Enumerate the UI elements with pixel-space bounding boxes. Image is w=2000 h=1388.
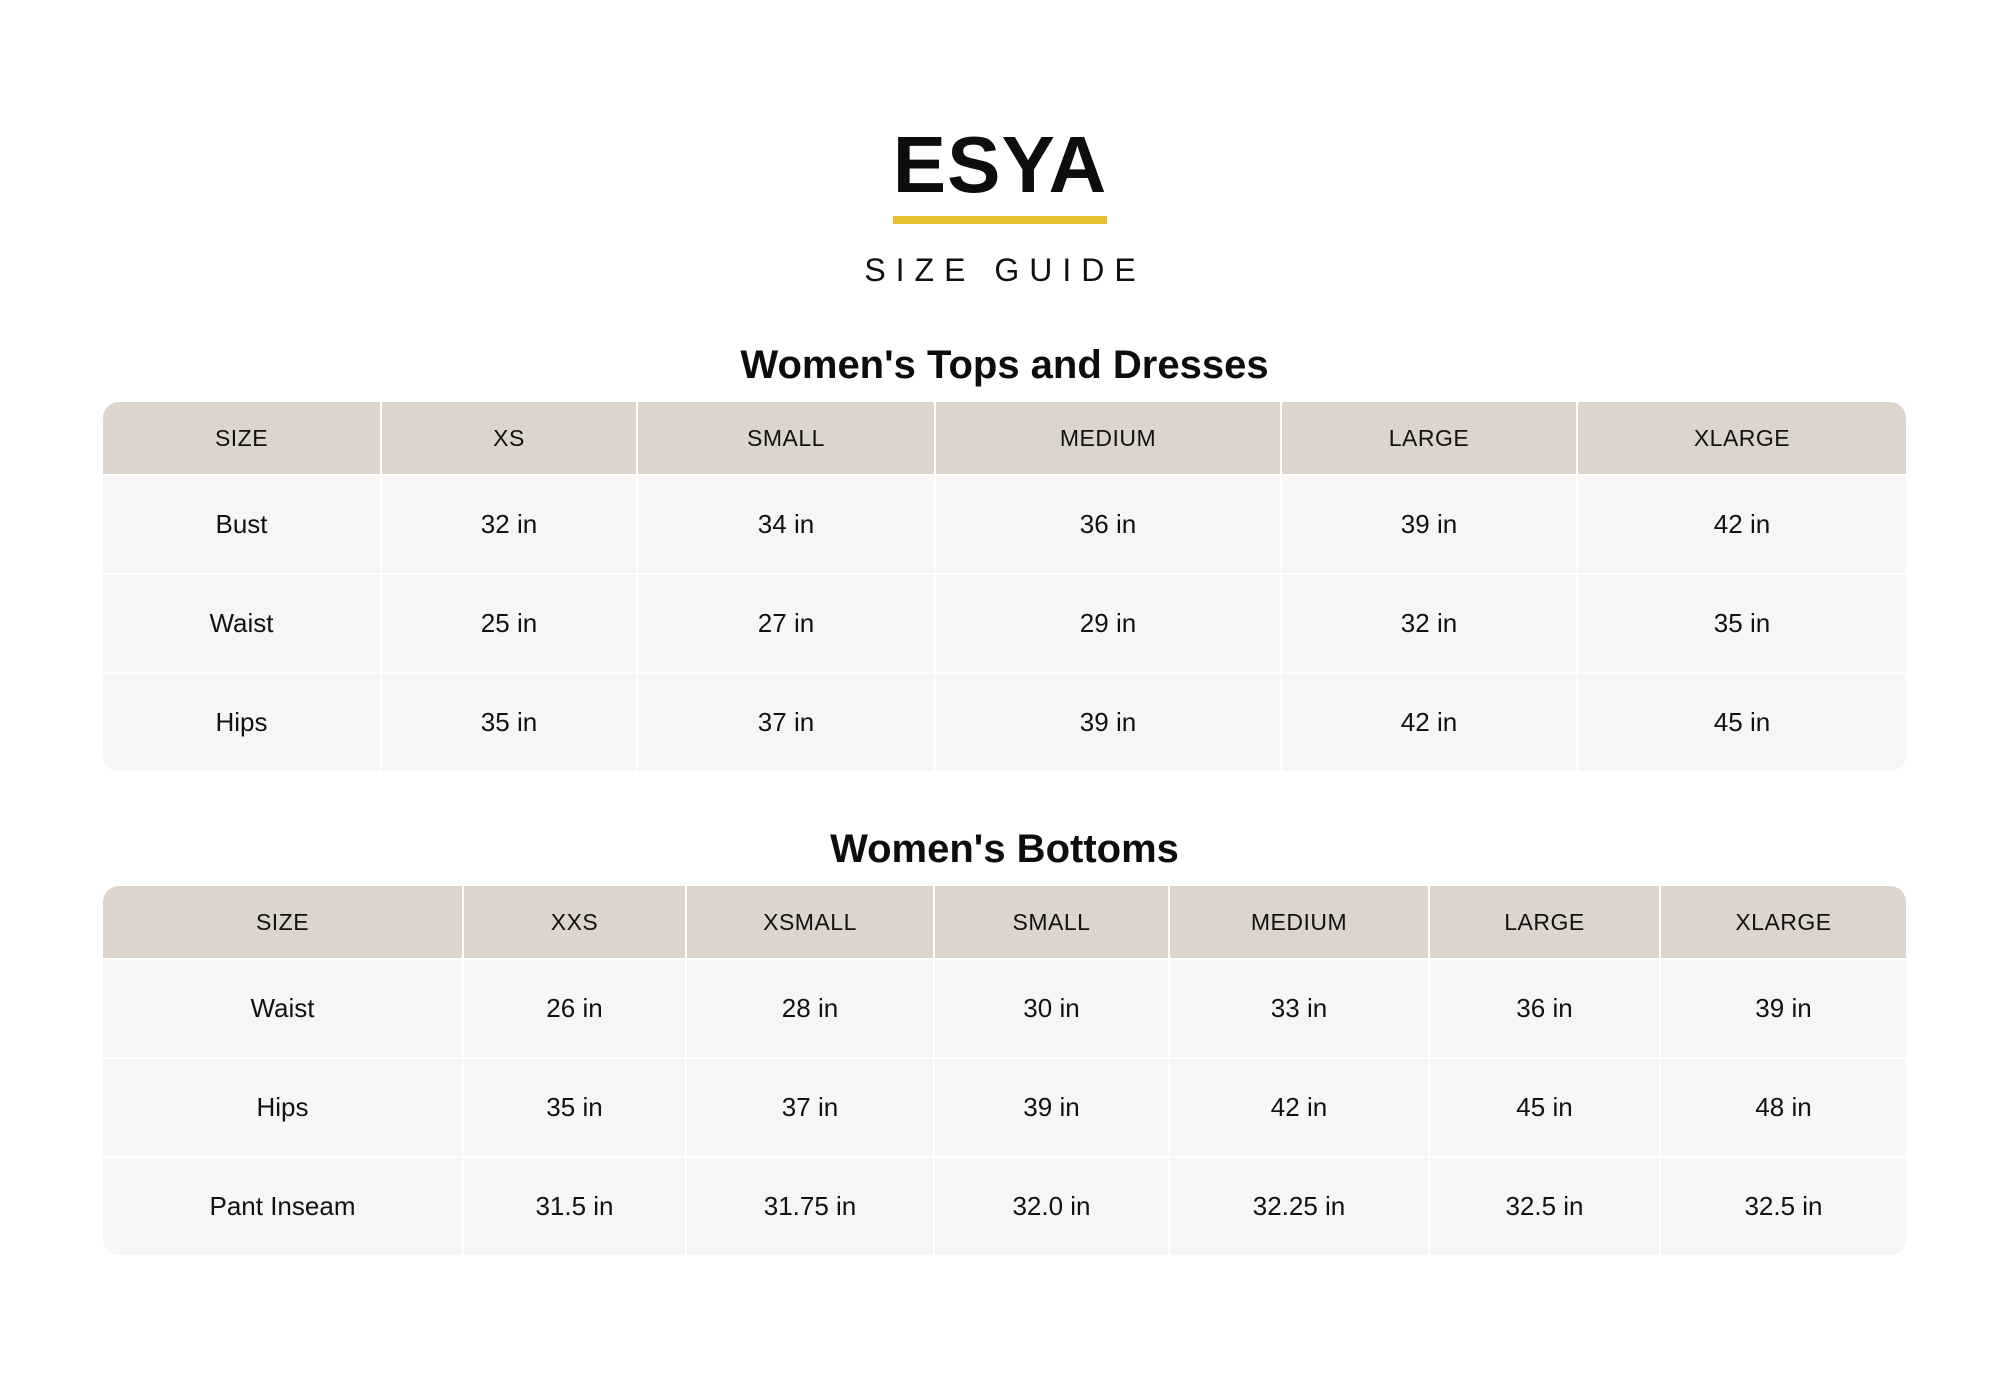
table-cell: 26 in (464, 958, 687, 1057)
table-cell: 31.5 in (464, 1156, 687, 1255)
table-cell: 27 in (638, 573, 936, 672)
table-cell: 32.0 in (935, 1156, 1170, 1255)
header-cell: SIZE (103, 402, 382, 474)
header-cell: LARGE (1282, 402, 1578, 474)
table-cell: 29 in (936, 573, 1282, 672)
table-cell: 42 in (1170, 1057, 1430, 1156)
row-label: Hips (103, 1057, 464, 1156)
table-cell: 42 in (1282, 672, 1578, 771)
tops-size-table (103, 402, 1906, 771)
table-cell: 42 in (1578, 474, 1906, 573)
table-cell: 35 in (464, 1057, 687, 1156)
bottoms-section (103, 826, 1906, 1255)
header-cell: SMALL (638, 402, 936, 474)
table-cell: 32 in (1282, 573, 1578, 672)
table-cell: 35 in (1578, 573, 1906, 672)
table-cell: 32.25 in (1170, 1156, 1430, 1255)
table-cell: 33 in (1170, 958, 1430, 1057)
table-cell: 32 in (382, 474, 638, 573)
header-cell: SIZE (103, 886, 464, 958)
tops-section (103, 342, 1906, 771)
bottoms-size-table (103, 886, 1906, 1255)
table-cell: 34 in (638, 474, 936, 573)
table-cell: 31.75 in (687, 1156, 935, 1255)
header-cell: XXS (464, 886, 687, 958)
tops-title: Women's Tops and Dresses (740, 343, 1269, 387)
header-cell: XLARGE (1578, 402, 1906, 474)
row-label: Waist (103, 573, 382, 672)
table-row (103, 573, 1906, 672)
row-label: Waist (103, 958, 464, 1057)
table-cell: 36 in (1430, 958, 1661, 1057)
row-label: Hips (103, 672, 382, 771)
table-cell: 48 in (1661, 1057, 1906, 1156)
table-cell: 30 in (935, 958, 1170, 1057)
table-row (103, 474, 1906, 573)
table-header-row (103, 886, 1906, 958)
brand-logo: ESYA (893, 120, 1108, 224)
header-cell: XSMALL (687, 886, 935, 958)
table-cell: 45 in (1578, 672, 1906, 771)
table-header-row (103, 402, 1906, 474)
header-cell: XLARGE (1661, 886, 1906, 958)
table-cell: 39 in (936, 672, 1282, 771)
row-label: Pant Inseam (103, 1156, 464, 1255)
bottoms-title: Women's Bottoms (830, 827, 1179, 871)
table-cell: 39 in (1282, 474, 1578, 573)
table-cell: 35 in (382, 672, 638, 771)
table-cell: 36 in (936, 474, 1282, 573)
table-cell: 25 in (382, 573, 638, 672)
table-cell: 45 in (1430, 1057, 1661, 1156)
row-label: Bust (103, 474, 382, 573)
table-cell: 37 in (687, 1057, 935, 1156)
header-cell: MEDIUM (1170, 886, 1430, 958)
header-cell: LARGE (1430, 886, 1661, 958)
table-row (103, 1057, 1906, 1156)
table-row (103, 958, 1906, 1057)
header-cell: SMALL (935, 886, 1170, 958)
table-cell: 32.5 in (1430, 1156, 1661, 1255)
header-cell: MEDIUM (936, 402, 1282, 474)
header-cell: XS (382, 402, 638, 474)
page-subtitle: SIZE GUIDE (864, 252, 1146, 288)
table-cell: 39 in (935, 1057, 1170, 1156)
page-header (0, 120, 2000, 289)
table-cell: 28 in (687, 958, 935, 1057)
table-cell: 39 in (1661, 958, 1906, 1057)
table-row (103, 1156, 1906, 1255)
table-cell: 37 in (638, 672, 936, 771)
table-row (103, 672, 1906, 771)
table-cell: 32.5 in (1661, 1156, 1906, 1255)
